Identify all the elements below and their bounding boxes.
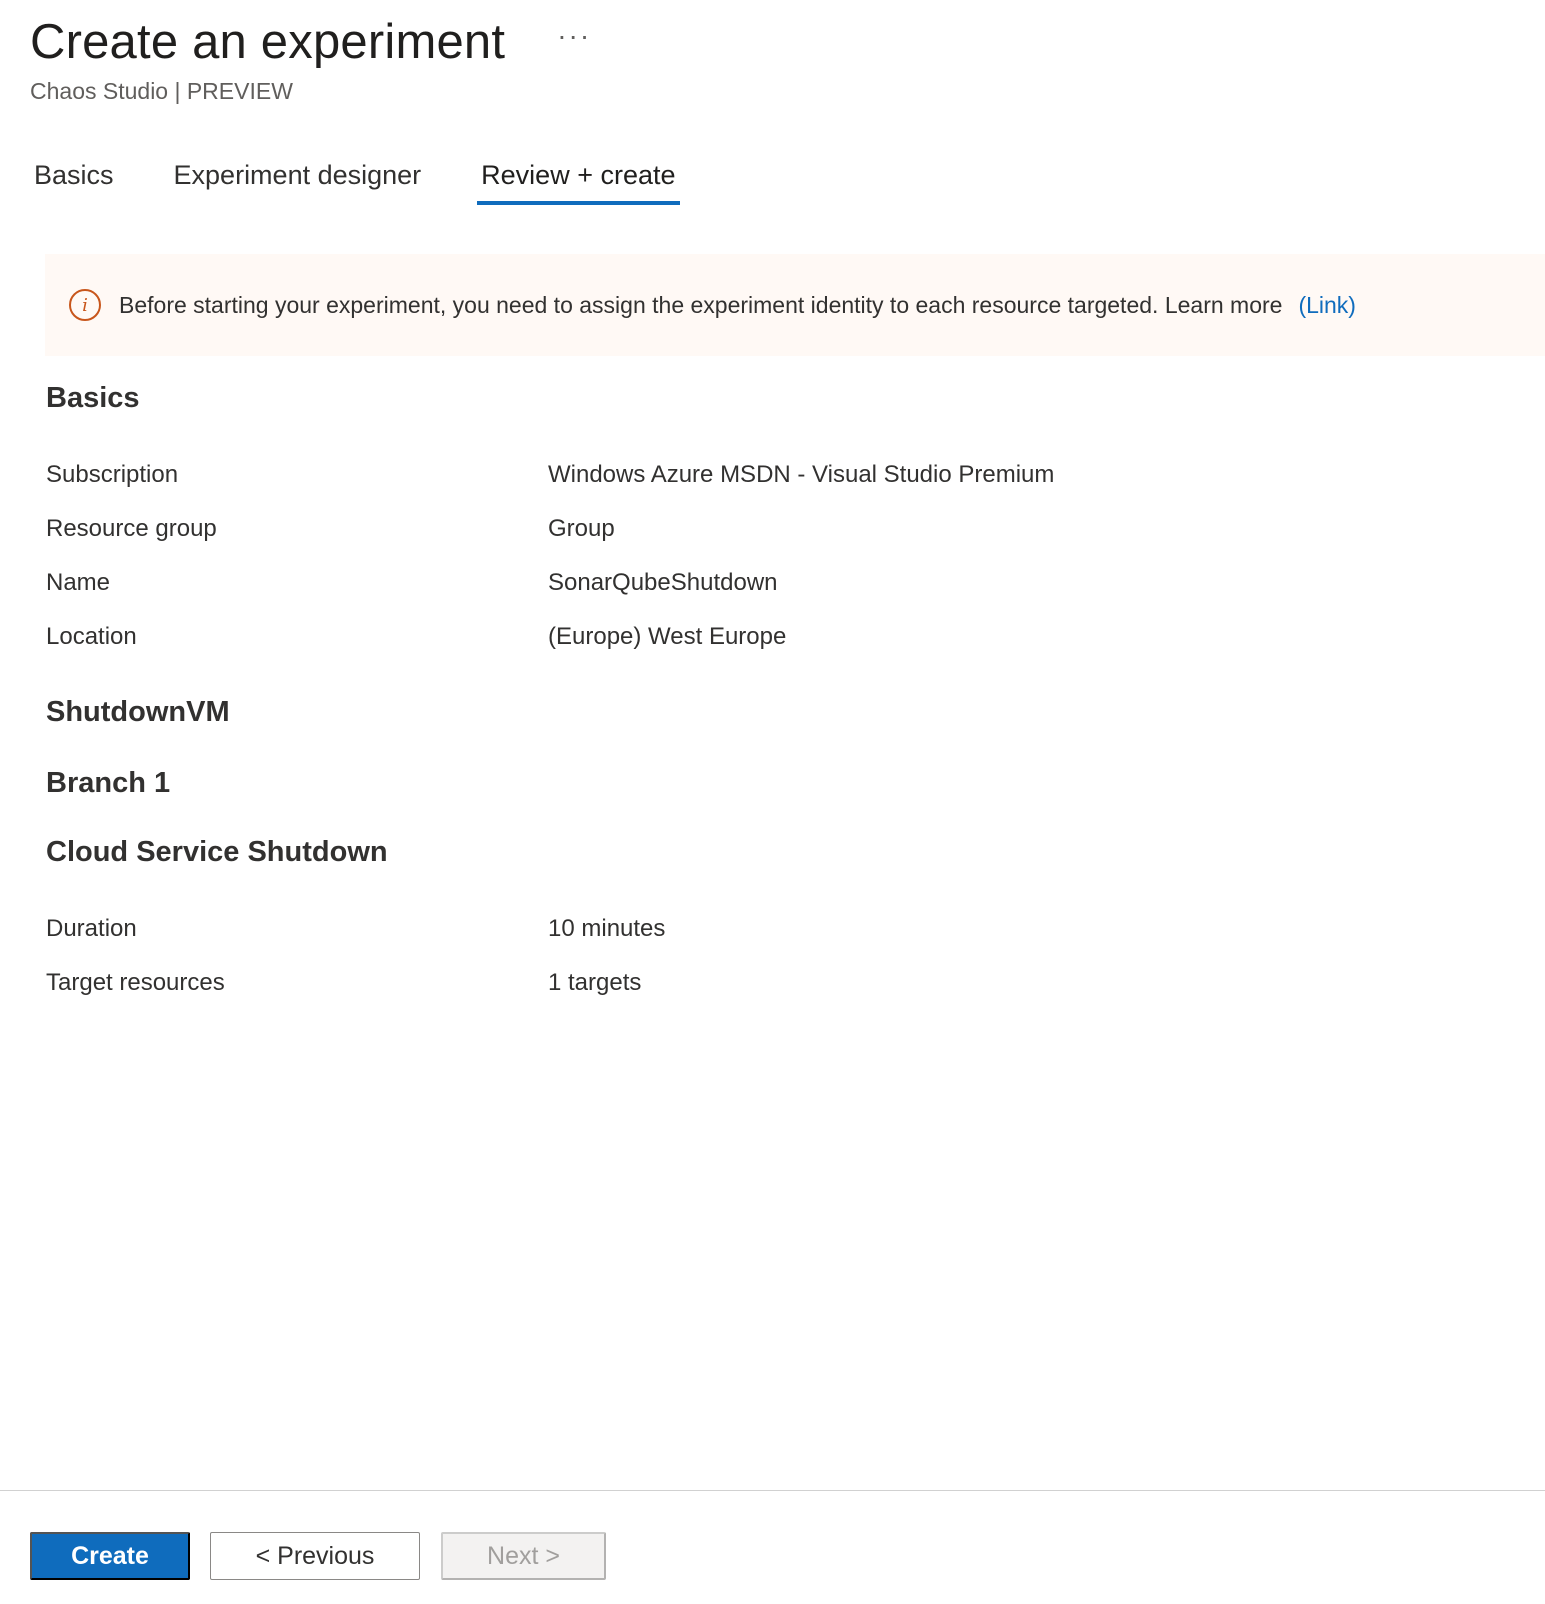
banner-text: Before starting your experiment, you need to assign the experiment identity to each resource targeted. Learn more [119,291,1283,318]
step-heading: ShutdownVM [46,696,230,728]
tab-basics[interactable]: Basics [34,160,114,190]
summary-row-subscription [46,461,1054,489]
summary-row-name [46,569,778,597]
page-title: Create an experiment [30,15,506,69]
row-label: Resource group [46,515,217,542]
summary-row-target-resources [46,969,641,997]
row-label: Subscription [46,461,179,488]
tab-experiment-designer[interactable]: Experiment designer [173,160,422,190]
row-label: Duration [46,915,137,942]
next-button: Next > [441,1532,606,1580]
title-row [30,14,591,70]
row-label: Target resources [46,969,225,996]
wizard-tabs [30,156,732,205]
row-value: Group [548,515,615,542]
row-value: 1 targets [548,969,642,996]
footer-divider [0,1490,1545,1491]
row-value: 10 minutes [548,915,666,942]
create-button[interactable]: Create [30,1532,190,1580]
learn-more-link[interactable]: (Link) [1298,291,1356,318]
tab-review-create[interactable]: Review + create [477,156,679,205]
previous-button[interactable]: < Previous [210,1532,420,1580]
summary-row-location [46,623,786,651]
page-header [30,14,591,105]
info-banner [45,254,1545,356]
page-subtitle: Chaos Studio | PREVIEW [30,78,293,104]
fault-heading: Cloud Service Shutdown [46,836,388,868]
row-value: Windows Azure MSDN - Visual Studio Premium [548,461,1055,488]
row-label: Name [46,569,111,596]
branch-heading: Branch 1 [46,767,171,799]
basics-heading: Basics [46,382,140,414]
info-icon: i [69,289,101,321]
row-value: SonarQubeShutdown [548,569,778,596]
row-value: (Europe) West Europe [548,623,787,650]
more-options-icon[interactable]: ··· [557,20,592,51]
summary-row-duration [46,915,665,943]
summary-row-resource-group [46,515,615,543]
row-label: Location [46,623,137,650]
